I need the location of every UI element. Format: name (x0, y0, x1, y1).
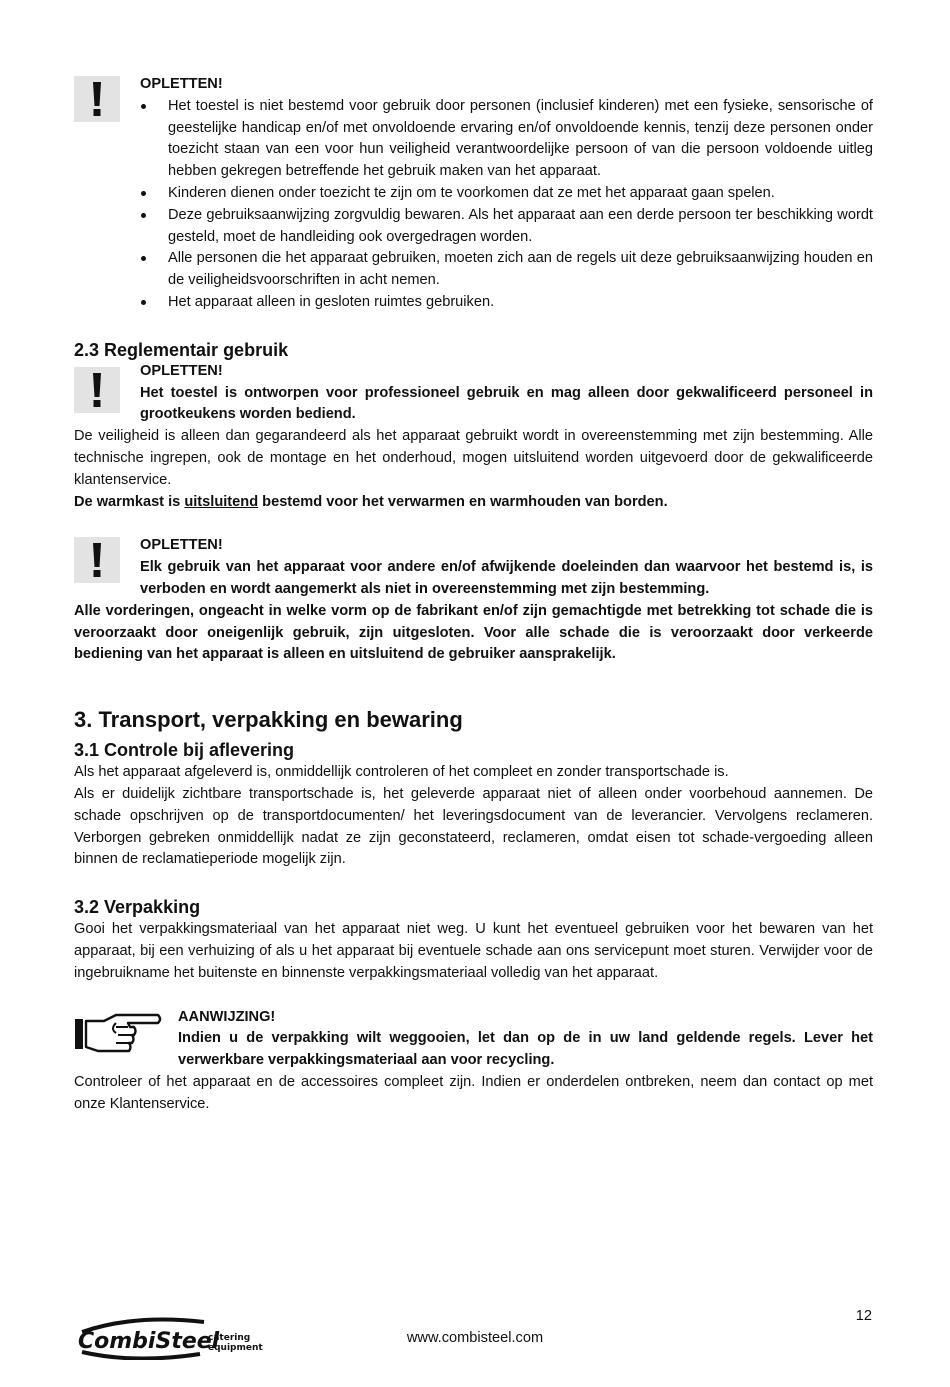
usage-bold-statement: De warmkast is uitsluitend bestemd voor het verwarmen en warmhouden van borden. (74, 493, 668, 510)
note-block-recycling (74, 1007, 873, 1072)
usage-paragraph: De veiligheid is alleen dan gegarandeerd als het apparaat gebruikt wordt in overeenstemming met zijn bestemming. Alle technische ingrepen, ook de montage en het onderhoud, mogen uitsluitend worden uitgevoerd door de gekwalificeerde klantenservice. (74, 428, 873, 488)
note-title: AANWIJZING! (178, 1008, 276, 1025)
website-link[interactable]: www.combisteel.com (406, 1330, 544, 1346)
page-footer (0, 1300, 950, 1380)
exclamation-icon (74, 76, 120, 122)
warning-block-misuse (74, 535, 873, 600)
section-heading-3: 3. Transport, verpakking en bewaring (74, 707, 463, 733)
warning-block-usage (74, 361, 873, 426)
svg-text:CombiSteel: CombiSteel (78, 1329, 220, 1354)
list-item: Kinderen dienen onder toezicht te zijn om te voorkomen dat ze met het apparaat gaan spelen. (140, 183, 873, 205)
packaging-paragraph: Gooi het verpakkingsmateriaal van het apparaat niet weg. U kunt het eventueel gebruiken voor het bewaren van het apparaat, bij een verhuizing of als u het apparaat bij eventuele schade aan ons servicepunt moet sturen. Verwijder voor de ingebruikname het buitenste en binnenste verpakkingsmateriaal volledig van het apparaat. (74, 921, 873, 981)
warning-title: OPLETTEN! (140, 76, 223, 92)
delivery-paragraph-1: Als het apparaat afgeleverd is, onmiddellijk controleren of het compleet en zonder transportschade is. (74, 764, 729, 781)
warning-title: OPLETTEN! (140, 362, 223, 379)
section-heading-3-1: 3.1 Controle bij aflevering (74, 740, 295, 761)
pointing-hand-icon (74, 1009, 162, 1055)
section-heading-2-3: 2.3 Reglementair gebruik (74, 339, 289, 360)
warning-text: Elk gebruik van het apparaat voor andere en/of afwijkende doeleinden dan waarvoor het bestemd is, is verboden en wordt aangemerkt als niet in overeenstemming met zijn bestemming. (140, 559, 873, 597)
list-item: Het apparaat alleen in gesloten ruimtes gebruiken. (140, 292, 873, 314)
svg-text:catering: catering (208, 1333, 251, 1343)
completeness-paragraph: Controleer of het apparaat en de accessoires compleet zijn. Indien er onderdelen ontbreken, neem dan contact op met onze Klantenservice. (74, 1073, 873, 1112)
list-item: Het toestel is niet bestemd voor gebruik door personen (inclusief kinderen) met een fysieke, sensorische of geestelijke handicap en/of met onvoldoende ervaring en/of onvoldoende kennis, tenzij deze personen onder toezicht staan van een voor hun veiligheid verantwoordelijke persoon of van die persoon voldoende uitleg hebben gekregen betreffende het gebruik maken van het apparaat. (140, 96, 873, 183)
page-number: 12 (855, 1308, 872, 1324)
svg-text:equipment: equipment (208, 1343, 263, 1353)
list-item: Alle personen die het apparaat gebruiken, moeten zich aan de regels uit deze gebruiksaanwijzing houden en de veiligheidsvoorschriften in acht nemen. (140, 248, 873, 292)
warning-block-general (74, 74, 873, 314)
document-page (74, 74, 873, 1115)
exclamation-icon (74, 367, 120, 413)
warning-bullet-list (140, 96, 873, 314)
list-item: Deze gebruiksaanwijzing zorgvuldig bewaren. Als het apparaat aan een derde persoon ter beschikking wordt gesteld, moet de handleiding ook overgedragen worden. (140, 205, 873, 249)
section-heading-3-2: 3.2 Verpakking (74, 897, 201, 918)
warning-text: Het toestel is ontworpen voor professioneel gebruik en mag alleen door gekwalificeerd personeel in grootkeukens worden bediend. (140, 384, 873, 423)
note-text: Indien u de verpakking wilt weggooien, let dan op de in uw land geldende regels. Lever het verwerkbare verpakkingsmateriaal aan voor recycling. (178, 1030, 873, 1069)
exclamation-icon (74, 537, 120, 583)
liability-paragraph: Alle vorderingen, ongeacht in welke vorm op de fabrikant en/of zijn gemachtigde met betrekking tot schade die is veroorzaakt door oneigenlijk gebruik, zijn uitgesloten. Voor alle schade die is veroorzaakt door verkeerde bediening van het apparaat is alleen en uitsluitend de gebruiker aansprakelijk. (74, 602, 873, 663)
warning-title: OPLETTEN! (140, 537, 223, 554)
delivery-paragraph-2: Als er duidelijk zichtbare transportschade is, het geleverde apparaat niet of alleen onder voorbehoud aannemen. De schade opschrijven op de transportdocumenten/ het leveringsdocument van de leverancier. Vervolgens reclameren. Verborgen gebreken onmiddellijk nadat ze zijn geconstateerd, reclameren, omdat eisen tot schade-vergoeding alleen binnen de reclamatieperiode mogelijk zijn. (74, 785, 873, 868)
